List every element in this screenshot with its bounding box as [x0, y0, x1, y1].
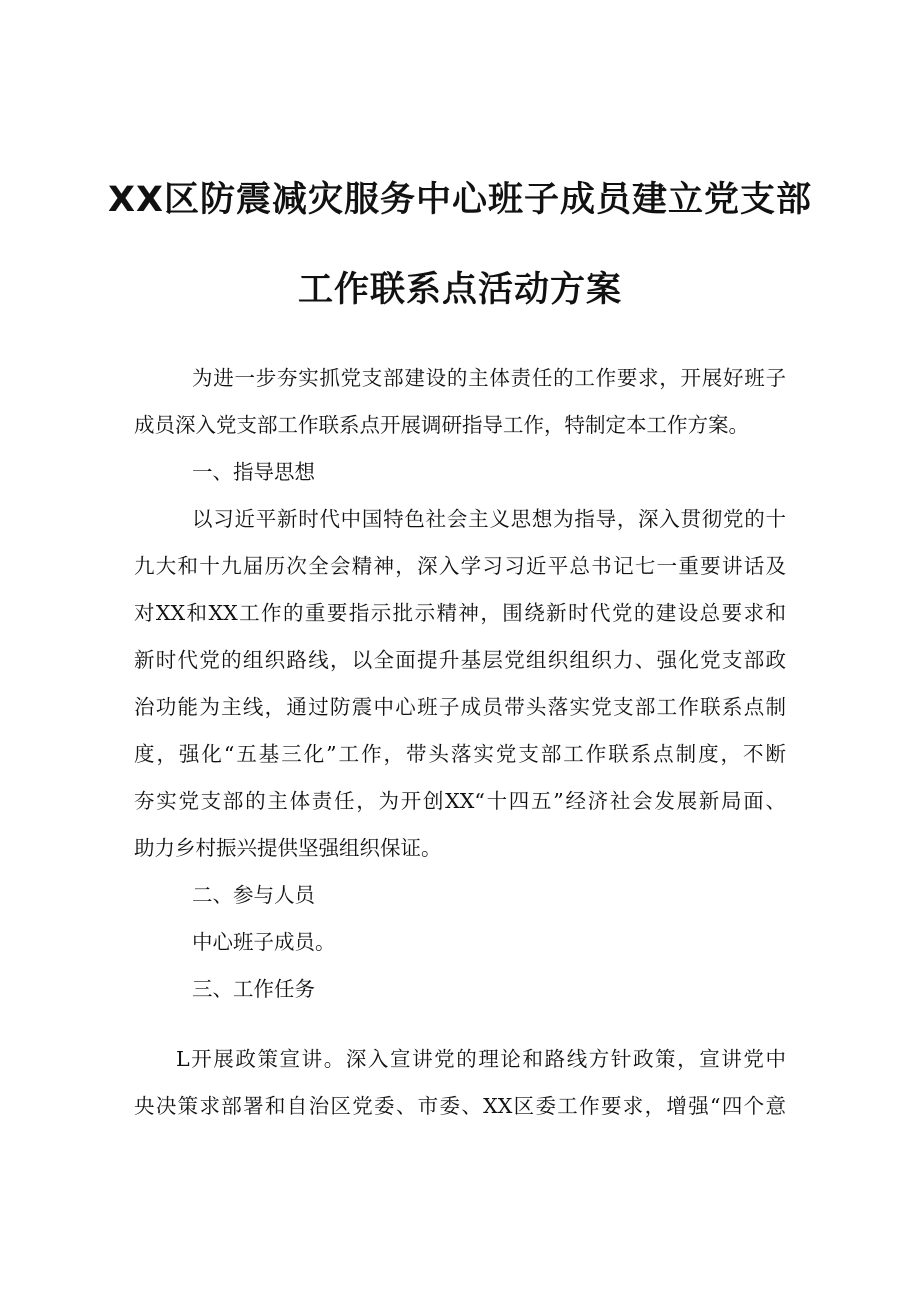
section1-paragraph-line: 治功能为主线，通过防震中心班子成员带头落实党支部工作联系点制 — [134, 695, 786, 719]
section-heading-guiding-thought: 一、指导思想 — [192, 460, 315, 484]
section1-paragraph-line: 以习近平新时代中国特色社会主义思想为指导，深入贯彻党的十 — [192, 507, 786, 531]
section1-paragraph-line: 助力乡村振兴提供坚强组织保证。 — [134, 836, 442, 860]
section1-paragraph-line: 夯实党支部的主体责任，为开创XX“十四五”经济社会发展新局面、 — [134, 789, 786, 813]
document-title-line-2: 工作联系点活动方案 — [297, 270, 622, 310]
section-heading-participants: 二、参与人员 — [192, 883, 315, 907]
section1-paragraph-line: 新时代党的组织路线，以全面提升基层党组织组织力、强化党支部政 — [134, 648, 786, 672]
section1-paragraph-line: 度，强化“五基三化”工作，带头落实党支部工作联系点制度，不断 — [134, 742, 786, 766]
section3-paragraph-line: 央决策求部署和自治区党委、市委、XX区委工作要求，增强“四个意 — [134, 1094, 786, 1118]
section1-paragraph-line: 对XX和XX工作的重要指示批示精神，围绕新时代党的建设总要求和 — [134, 601, 786, 625]
section2-paragraph-line: 中心班子成员。 — [192, 930, 336, 954]
document-title-line-1: XX区防震减灾服务中心班子成员建立党支部 — [108, 180, 812, 220]
section3-paragraph-line: L开展政策宣讲。深入宣讲党的理论和路线方针政策，宣讲党中 — [176, 1047, 786, 1071]
section-heading-work-tasks: 三、工作任务 — [192, 977, 315, 1001]
intro-paragraph-line: 成员深入党支部工作联系点开展调研指导工作，特制定本工作方案。 — [134, 413, 749, 437]
intro-paragraph-line: 为进一步夯实抓党支部建设的主体责任的工作要求，开展好班子 — [192, 366, 786, 390]
section1-paragraph-line: 九大和十九届历次全会精神，深入学习习近平总书记七一重要讲话及 — [134, 554, 786, 578]
